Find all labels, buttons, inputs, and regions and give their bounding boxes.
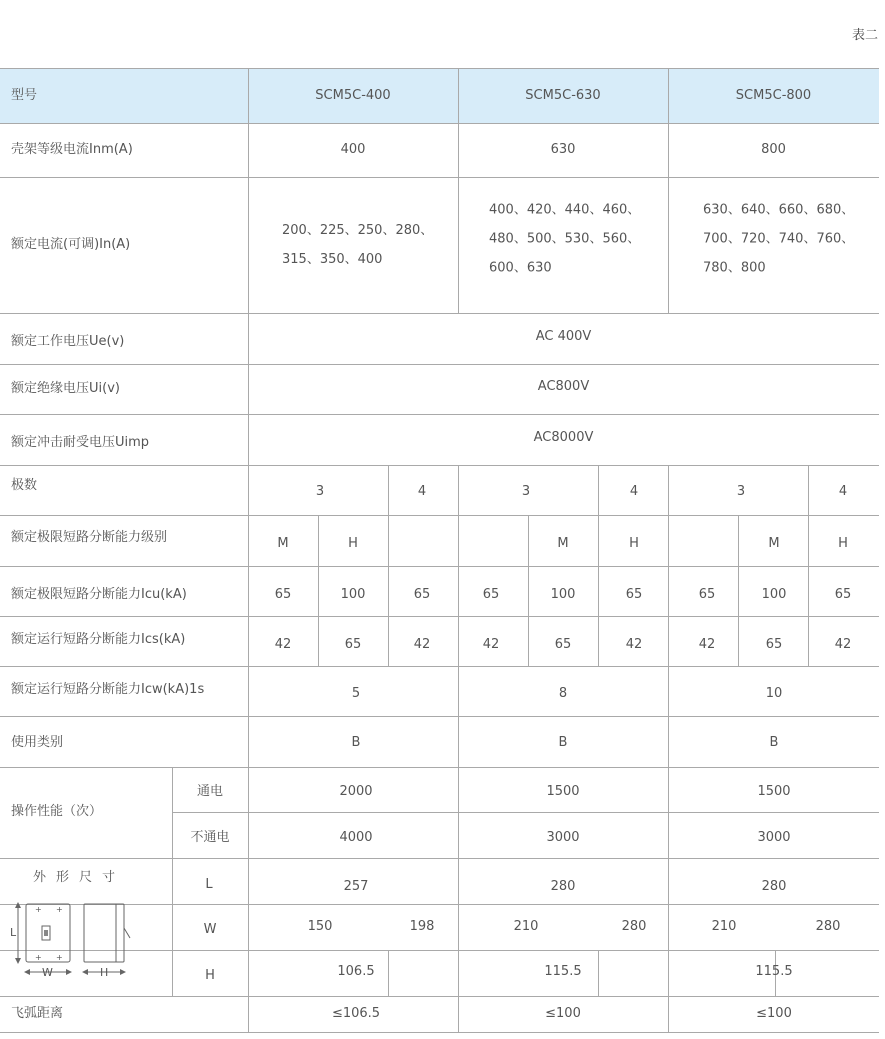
column-divider bbox=[318, 515, 319, 666]
sub-label: H bbox=[205, 968, 215, 983]
table-cell: 65 bbox=[625, 587, 643, 602]
table-cell: 65 bbox=[482, 587, 500, 602]
table-cell: 210 bbox=[513, 919, 539, 934]
row-divider bbox=[172, 950, 879, 951]
row-label: 额定运行短路分断能力Ics(kA) bbox=[11, 632, 186, 647]
row-label: 额定极限短路分断能力级别 bbox=[11, 529, 168, 545]
row-divider bbox=[0, 515, 879, 516]
row-divider bbox=[0, 68, 879, 69]
drawing-h-label: H bbox=[100, 966, 109, 979]
table-cell: 280 bbox=[621, 919, 647, 934]
row-divider bbox=[0, 716, 879, 717]
row-divider bbox=[0, 767, 879, 768]
table-cell: B bbox=[769, 734, 779, 750]
table-cell: H bbox=[629, 535, 639, 551]
sub-label: 不通电 bbox=[190, 830, 230, 845]
table-cell: B bbox=[351, 734, 361, 750]
table-cell: 65 bbox=[554, 637, 572, 652]
column-divider bbox=[668, 465, 669, 1032]
row-divider bbox=[0, 616, 879, 617]
dimension-drawing bbox=[10, 896, 140, 981]
table-cell: ≤100 bbox=[545, 1006, 581, 1021]
dimensions-label: 外形尺寸 bbox=[33, 870, 126, 885]
row-divider bbox=[0, 1032, 879, 1033]
column-divider bbox=[668, 68, 669, 313]
table-cell: 42 bbox=[274, 637, 292, 652]
table-cell: 10 bbox=[765, 686, 783, 701]
table-cell: 100 bbox=[340, 587, 366, 602]
column-divider bbox=[388, 465, 389, 666]
model-name: SCM5C-800 bbox=[735, 87, 812, 103]
table-cell: 65 bbox=[698, 587, 716, 602]
row-divider bbox=[172, 812, 879, 813]
drawing-plus-mark: + bbox=[35, 905, 42, 914]
table-cell: 65 bbox=[765, 637, 783, 652]
row-label: 额定冲击耐受电压Uimp bbox=[11, 434, 150, 450]
table-cell: 115.5 bbox=[755, 964, 793, 979]
sub-label: L bbox=[205, 877, 213, 892]
drawing-w-label: W bbox=[42, 966, 53, 979]
table-cell: 1500 bbox=[757, 783, 791, 799]
row-divider bbox=[0, 177, 879, 178]
row-label: 使用类别 bbox=[11, 734, 64, 750]
row-label: 操作性能（次） bbox=[11, 803, 103, 819]
column-divider bbox=[458, 465, 459, 1032]
table-cell: 4 bbox=[417, 484, 427, 499]
row-divider bbox=[0, 123, 879, 124]
table-cell: 210 bbox=[711, 919, 737, 934]
table-cell: M bbox=[557, 535, 569, 551]
table-cell: 2000 bbox=[339, 783, 373, 799]
table-cell: B bbox=[558, 734, 568, 750]
table-cell: AC 400V bbox=[535, 328, 592, 344]
table-cell: 42 bbox=[698, 637, 716, 652]
table-cell: 1500 bbox=[546, 783, 580, 799]
table-cell: 3 bbox=[315, 484, 325, 499]
drawing-l-label: L bbox=[10, 926, 17, 939]
row-label: 额定电流(可调)In(A) bbox=[11, 237, 131, 252]
table-cell: ≤106.5 bbox=[331, 1006, 381, 1021]
table-cell: 42 bbox=[413, 637, 431, 652]
table-cell: 65 bbox=[413, 587, 431, 602]
table-cell: 4 bbox=[629, 484, 639, 499]
drawing-plus-mark: + bbox=[56, 953, 63, 962]
row-divider bbox=[0, 566, 879, 567]
table-cell: 280 bbox=[550, 879, 576, 894]
column-divider bbox=[248, 68, 249, 1032]
rated-current-line: 700、720、740、760、 bbox=[703, 231, 855, 247]
table-cell: 100 bbox=[550, 587, 576, 602]
table-cell: 65 bbox=[834, 587, 852, 602]
row-divider bbox=[0, 858, 879, 859]
rated-current-values bbox=[489, 196, 640, 283]
table-cell: ≤100 bbox=[756, 1006, 792, 1021]
rated-current-values bbox=[703, 196, 854, 283]
rated-current-line: 480、500、530、560、 bbox=[489, 231, 641, 247]
model-name: SCM5C-400 bbox=[315, 87, 391, 103]
column-divider bbox=[808, 465, 809, 666]
table-cell: 42 bbox=[625, 637, 643, 652]
table-cell: 4 bbox=[838, 484, 848, 499]
sub-label: W bbox=[203, 922, 217, 937]
rated-current-line: 780、800 bbox=[703, 260, 766, 276]
rated-current-line: 600、630 bbox=[489, 260, 552, 276]
drawing-plus-mark: + bbox=[35, 953, 42, 962]
table-cell: 3 bbox=[521, 484, 531, 499]
table-cell: 65 bbox=[344, 637, 362, 652]
table-cell: 42 bbox=[482, 637, 500, 652]
column-divider bbox=[388, 950, 389, 996]
spec-table bbox=[0, 68, 879, 1032]
table-label: 表二 bbox=[851, 28, 878, 43]
table-cell: 4000 bbox=[339, 830, 373, 845]
table-cell: 3000 bbox=[546, 830, 580, 845]
table-cell: 42 bbox=[834, 637, 852, 652]
table-cell: 115.5 bbox=[544, 964, 582, 979]
row-divider bbox=[0, 465, 879, 466]
table-cell: H bbox=[348, 535, 358, 551]
row-label: 飞弧距离 bbox=[11, 1006, 64, 1021]
table-cell: 198 bbox=[409, 919, 435, 934]
model-label: 型号 bbox=[11, 87, 38, 103]
rated-current-line: 400、420、440、460、 bbox=[489, 202, 641, 218]
model-name: SCM5C-630 bbox=[525, 87, 601, 103]
table-cell: 400 bbox=[340, 142, 366, 157]
table-cell: M bbox=[277, 535, 289, 551]
rated-current-line: 200、225、250、280、 bbox=[282, 223, 434, 238]
table-cell: 3 bbox=[736, 484, 746, 499]
table-cell: AC800V bbox=[537, 379, 590, 394]
rated-current-values bbox=[282, 216, 433, 274]
row-label: 极数 bbox=[11, 478, 38, 493]
column-divider bbox=[598, 465, 599, 666]
table-cell: H bbox=[838, 535, 848, 551]
table-cell: 800 bbox=[761, 142, 786, 157]
table-cell: 257 bbox=[343, 879, 369, 894]
rated-current-line: 315、350、400 bbox=[282, 252, 383, 267]
row-divider bbox=[0, 414, 879, 415]
table-cell: AC8000V bbox=[533, 429, 594, 445]
table-cell: 8 bbox=[558, 686, 568, 701]
table-cell: M bbox=[768, 535, 780, 551]
table-cell: 100 bbox=[761, 587, 787, 602]
drawing-plus-mark: + bbox=[56, 905, 63, 914]
table-cell: 280 bbox=[815, 919, 841, 934]
column-divider bbox=[528, 515, 529, 666]
row-divider bbox=[0, 666, 879, 667]
column-divider bbox=[172, 767, 173, 996]
table-cell: 5 bbox=[351, 686, 361, 701]
row-divider bbox=[0, 313, 879, 314]
row-divider bbox=[0, 996, 879, 997]
column-divider bbox=[598, 950, 599, 996]
table-cell: 65 bbox=[274, 587, 292, 602]
row-label: 额定极限短路分断能力Icu(kA) bbox=[11, 587, 187, 602]
table-cell: 3000 bbox=[757, 830, 791, 845]
row-label: 额定工作电压Ue(v) bbox=[11, 333, 125, 349]
column-divider bbox=[738, 515, 739, 666]
row-label: 壳架等级电流Inm(A) bbox=[11, 142, 133, 157]
row-divider bbox=[0, 364, 879, 365]
column-divider bbox=[458, 68, 459, 313]
table-cell: 106.5 bbox=[337, 964, 375, 979]
sub-label: 通电 bbox=[196, 783, 224, 799]
row-divider bbox=[172, 904, 879, 905]
rated-current-line: 630、640、660、680、 bbox=[703, 202, 855, 218]
table-cell: 280 bbox=[761, 879, 787, 894]
table-cell: 150 bbox=[307, 919, 333, 934]
row-label: 额定运行短路分断能力Icw(kA)1s bbox=[11, 682, 205, 697]
row-label: 额定绝缘电压Ui(v) bbox=[11, 381, 120, 396]
table-cell: 630 bbox=[550, 142, 576, 157]
